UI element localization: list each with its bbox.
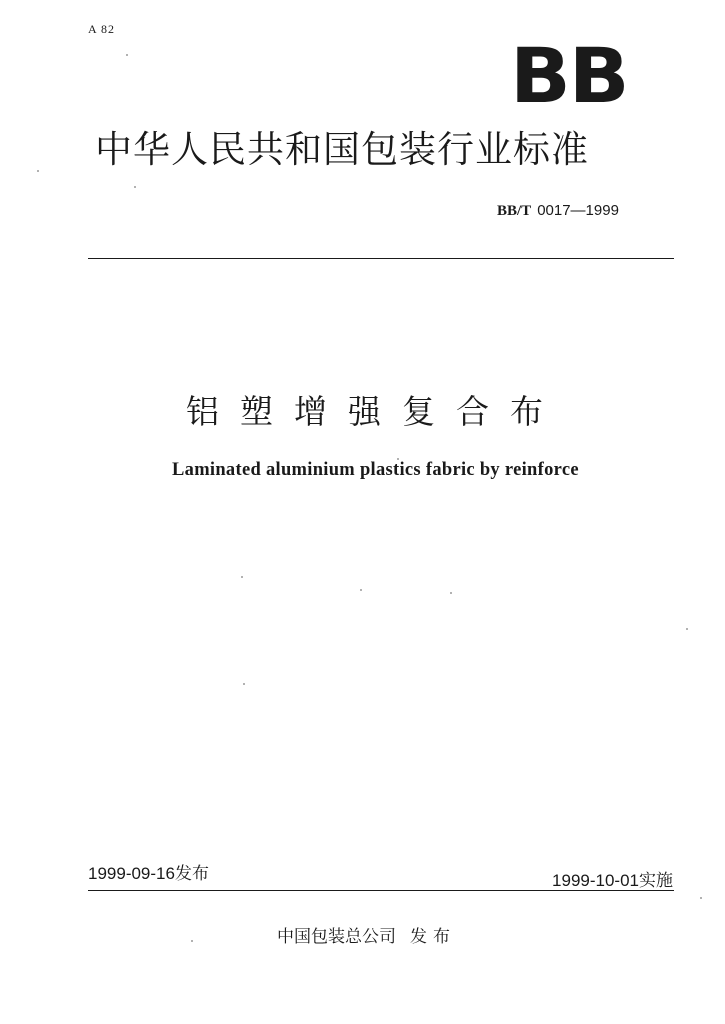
scan-speck (360, 589, 362, 591)
issue-date: 1999-09-16发布 (88, 864, 209, 883)
publisher-action: 发布 (410, 927, 456, 947)
publisher-name: 中国包装总公司 (277, 927, 396, 947)
scan-speck (243, 683, 245, 685)
bottom-divider (88, 890, 674, 891)
publisher-line (277, 925, 456, 949)
scan-speck (191, 940, 193, 942)
scan-speck (37, 170, 39, 172)
chinese-title: 铝塑增强复合布 (186, 392, 564, 431)
standard-number (497, 200, 619, 221)
implementation-date: 1999-10-01实施 (552, 871, 673, 890)
scan-speck (126, 54, 128, 56)
scan-speck (397, 458, 399, 460)
standard-code: BB/T (497, 203, 532, 219)
classification-code: A 82 (88, 22, 116, 36)
scan-speck (686, 628, 688, 630)
bb-logo: BB (510, 31, 628, 120)
scan-speck (450, 592, 452, 594)
organization-title: 中华人民共和国包装行业标准 (95, 128, 589, 171)
english-title: Laminated aluminium plastics fabric by reinforce (172, 460, 579, 480)
standard-number-value: 0017—1999 (537, 202, 619, 219)
scan-speck (134, 186, 136, 188)
scan-speck (241, 576, 243, 578)
scan-speck (700, 897, 702, 899)
top-divider (88, 258, 674, 259)
